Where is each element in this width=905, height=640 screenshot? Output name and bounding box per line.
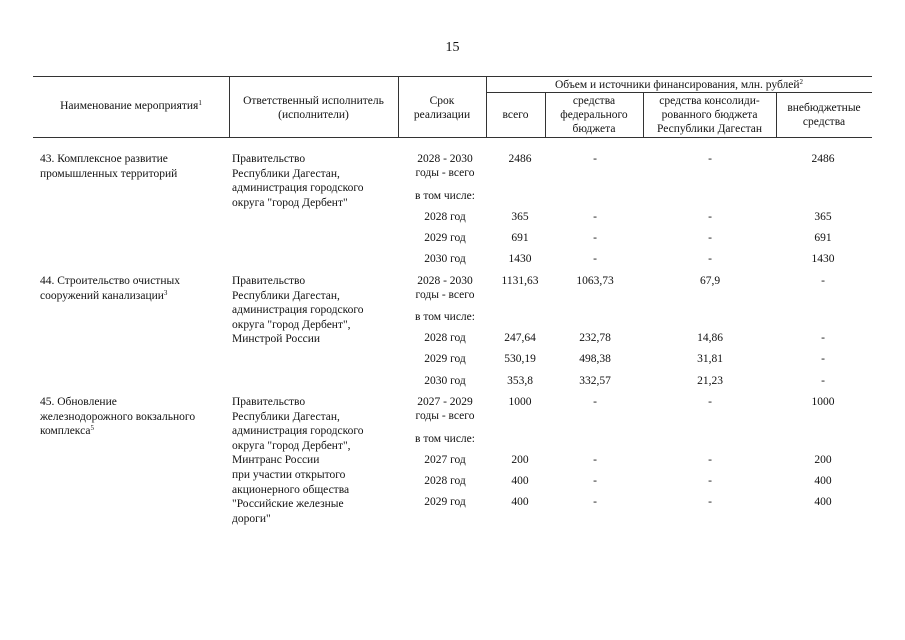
cell-consolidated: - (708, 211, 712, 223)
cell-consolidated: - (708, 396, 712, 408)
header-consolidated: средства консолиди- рованного бюджета Республики Дагестан (657, 95, 762, 135)
cell-total: 365 (511, 211, 529, 223)
row-year: 2029 год (424, 232, 466, 244)
including-label: в том числе: (415, 190, 475, 202)
cell-federal: - (593, 396, 597, 408)
cell-extra: 691 (814, 232, 832, 244)
cell-total: 400 (511, 496, 529, 508)
cell-consolidated: 21,23 (697, 375, 723, 387)
row-name: 45. Обновление железнодорожного вокзального комплекса$^5$ (40, 396, 196, 438)
cell-federal: - (593, 253, 597, 265)
cell-consolidated: 67,9 (699, 275, 721, 287)
row-period: 2027 - 2029 годы - всего (415, 396, 475, 422)
row-year: 2028 год (424, 475, 466, 487)
cell-total: 353,8 (507, 375, 533, 387)
cell-total: 530,19 (504, 353, 536, 365)
row-year: 2029 год (424, 353, 466, 365)
cell-extra: - (821, 275, 825, 287)
cell-federal: 1063,73 (576, 275, 614, 287)
row-name: 43. Комплексное развитие промышленных территорий (40, 153, 178, 180)
row-year: 2030 год (424, 253, 466, 265)
cell-extra: - (821, 353, 825, 365)
row-executor: Правительство Республики Дагестан, администрация городского округа "город Дербент", Минтранс России при участии открытого акционерного общества "Российские железные дороги" (232, 396, 364, 525)
cell-total: 1131,63 (501, 275, 539, 287)
cell-extra: - (821, 332, 825, 344)
cell-extra: - (821, 375, 825, 387)
cell-federal: - (593, 211, 597, 223)
cell-federal: - (593, 153, 597, 165)
cell-consolidated: - (708, 475, 712, 487)
cell-extra: 400 (814, 475, 832, 487)
header-name: Наименование мероприятия$^1$ (60, 99, 202, 112)
cell-federal: 232,78 (579, 332, 611, 344)
cell-federal: - (593, 454, 597, 466)
cell-extra: 1000 (811, 396, 835, 408)
cell-federal: 332,57 (579, 375, 611, 387)
row-year: 2027 год (424, 454, 466, 466)
header-federal: средства федерального бюджета (560, 95, 628, 135)
header-funding-group: Объем и источники финансирования, млн. рублей$^2$ (554, 78, 804, 91)
cell-extra: 1430 (811, 253, 835, 265)
including-label: в том числе: (415, 433, 475, 445)
row-period: 2028 - 2030 годы - всего (415, 275, 475, 301)
cell-total: 200 (511, 454, 529, 466)
cell-total: 400 (511, 475, 529, 487)
cell-extra: 400 (814, 496, 832, 508)
row-year: 2028 год (424, 332, 466, 344)
cell-total: 1000 (508, 396, 532, 408)
header-bottom-rule (33, 137, 872, 138)
cell-federal: - (593, 232, 597, 244)
cell-federal: - (593, 475, 597, 487)
cell-extra: 365 (814, 211, 832, 223)
cell-total: 691 (511, 232, 529, 244)
cell-consolidated: - (708, 232, 712, 244)
row-year: 2028 год (424, 211, 466, 223)
cell-federal: 498,38 (579, 353, 611, 365)
cell-consolidated: - (708, 253, 712, 265)
row-year: 2029 год (424, 496, 466, 508)
cell-total: 247,64 (504, 332, 536, 344)
header-executor: Ответственный исполнитель (исполнители) (243, 95, 384, 121)
cell-consolidated: - (708, 454, 712, 466)
header-term: Срок реализации (413, 95, 471, 121)
header-total: всего (502, 109, 529, 121)
cell-total: 1430 (508, 253, 532, 265)
row-period: 2028 - 2030 годы - всего (415, 153, 475, 179)
header-top-rule (33, 76, 872, 77)
funding-group-rule (486, 92, 872, 93)
cell-extra: 200 (814, 454, 832, 466)
cell-consolidated: - (708, 153, 712, 165)
cell-consolidated: 31,81 (697, 353, 723, 365)
row-year: 2030 год (424, 375, 466, 387)
page-number: 15 (445, 40, 460, 55)
cell-extra: 2486 (811, 153, 835, 165)
cell-consolidated: 14,86 (697, 332, 723, 344)
cell-consolidated: - (708, 496, 712, 508)
cell-total: 2486 (508, 153, 532, 165)
row-executor: Правительство Республики Дагестан, администрация городского округа "город Дербент", Минстрой России (232, 275, 364, 346)
row-name: 44. Строительство очистных сооружений канализации$^3$ (40, 275, 180, 302)
including-label: в том числе: (415, 311, 475, 323)
row-executor: Правительство Республики Дагестан, администрация городского округа "город Дербент" (232, 153, 364, 209)
cell-federal: - (593, 496, 597, 508)
header-extra: внебюджетные средства (787, 102, 861, 128)
